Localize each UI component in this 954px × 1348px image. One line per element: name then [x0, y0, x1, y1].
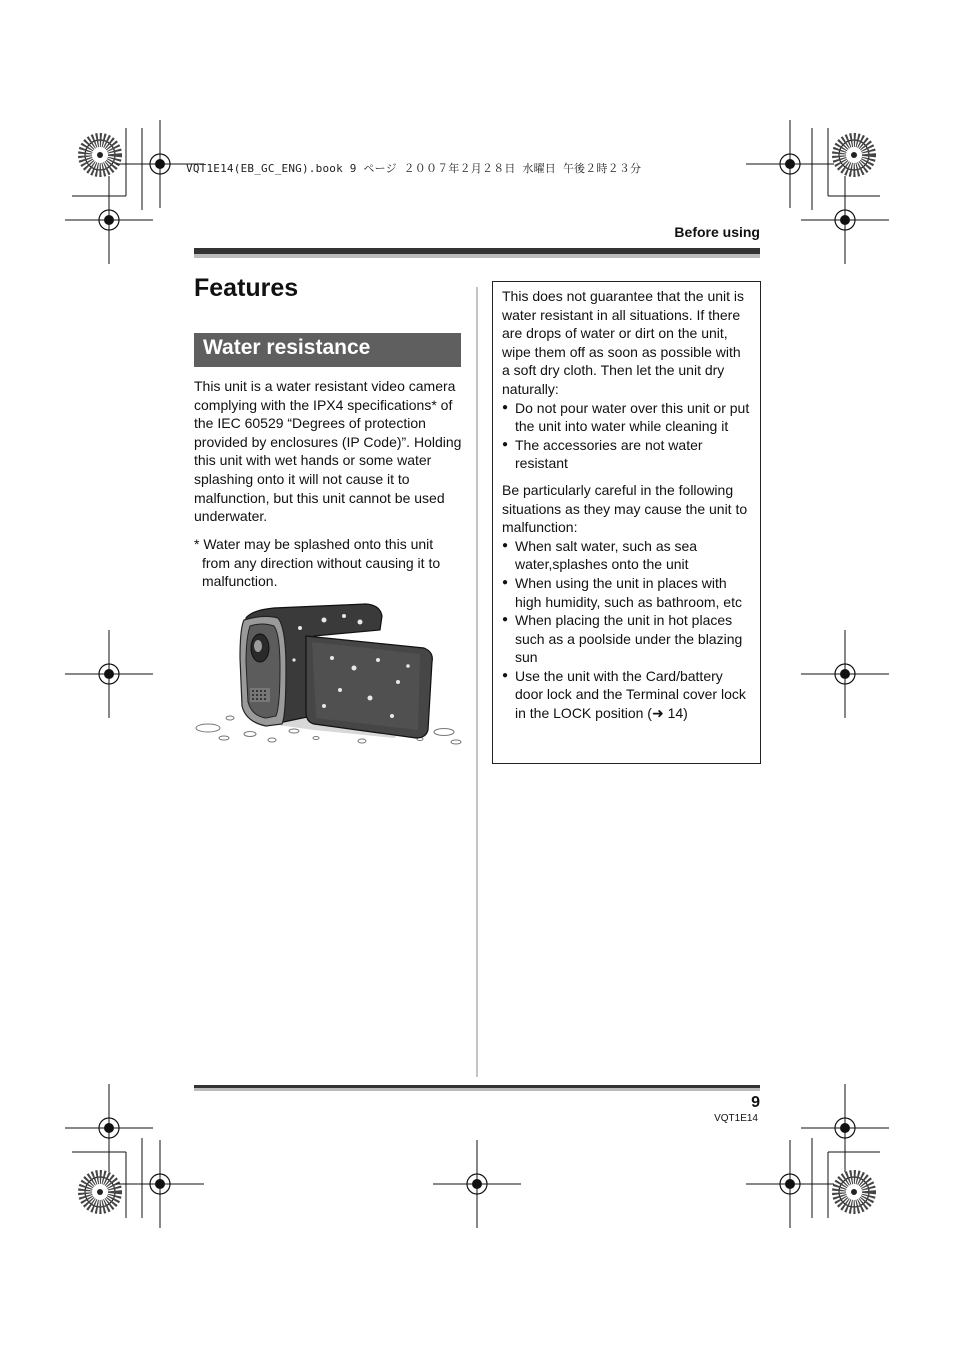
bullet-icon: ●	[502, 614, 509, 626]
bottom-rule-shade	[194, 1088, 760, 1091]
list-item: ● Use the unit with the Card/battery door lock and the Terminal cover lock in the LOCK position (➜ 14)	[502, 667, 746, 722]
caution-paragraph-2: Be particularly careful in the following situations as they may cause the unit to malfunction:	[502, 481, 748, 536]
bullet-icon: ●	[502, 401, 509, 413]
list-item: ● When salt water, such as sea water,splashes onto the unit	[502, 537, 698, 573]
caution-paragraph-1: This does not guarantee that the unit is water resistant in all situations. If there are drops of water or dirt on the unit, wipe them off as soon as possible with a soft dry cloth. Then let the unit dry naturally:	[502, 288, 745, 397]
caution-box	[492, 281, 761, 764]
print-header: VQT1E14(EB_GC_ENG).book 9 ページ ２００７年２月２８日 水曜日 午後２時２３分	[186, 162, 642, 175]
caution-list-1	[502, 399, 752, 473]
footnote: * Water may be splashed onto this unit from any direction without causing it to malfunction.	[194, 536, 441, 590]
list-item: ● When using the unit in places with high humidity, such as bathroom, etc	[502, 574, 742, 610]
bullet-icon: ●	[502, 438, 509, 450]
list-item: ● Do not pour water over this unit or put the unit into water while cleaning it	[502, 399, 750, 435]
list-item: ● The accessories are not water resistant	[502, 436, 703, 472]
list-item: ● When placing the unit in hot places such as a poolside under the blazing sun	[502, 612, 743, 666]
caution-list-2	[502, 537, 752, 723]
page-title: Features	[194, 274, 299, 302]
camera-illustration	[194, 598, 464, 748]
bullet-icon: ●	[502, 576, 509, 588]
top-rule-shade	[194, 254, 760, 258]
intro-paragraph: This unit is a water resistant video camera complying with the IPX4 specifications* of the IEC 60529 “Degrees of protection provided by enclosures (IP Code)”. Holding this unit with wet hands or some water splashing onto it will not cause it to malfunction, but this unit cannot be used underwater.	[194, 378, 462, 525]
column-divider	[476, 287, 478, 1077]
page-number: 9	[751, 1094, 760, 1111]
subheading-water-resistance: Water resistance	[194, 333, 461, 367]
doc-code: VQT1E14	[714, 1113, 758, 1124]
section-label: Before using	[674, 224, 760, 240]
bullet-icon: ●	[502, 539, 509, 551]
bullet-icon: ●	[502, 669, 509, 681]
